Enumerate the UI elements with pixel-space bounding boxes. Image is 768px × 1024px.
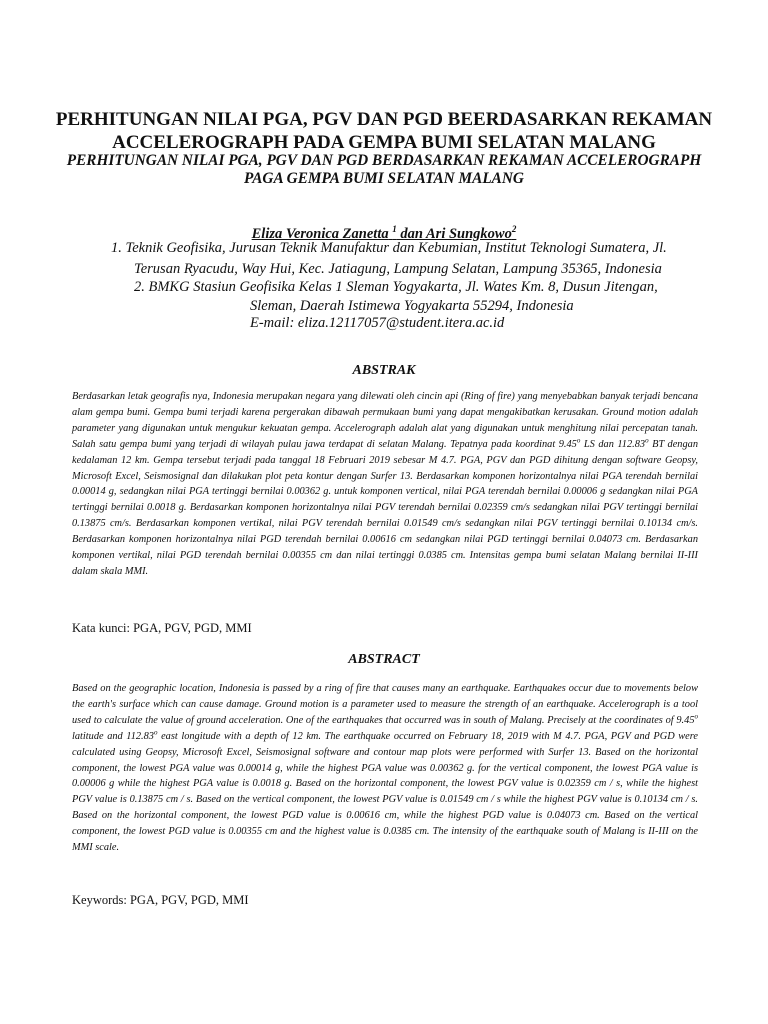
paper-subtitle-line2: PAGA GEMPA BUMI SELATAN MALANG [244,170,524,187]
author-2: dan Ari Sungkowo [396,225,512,242]
paper-title-line1: PERHITUNGAN NILAI PGA, PGV DAN PGD BEERDASARKAN REKAMAN [55,109,713,130]
degree-mark: o [576,436,581,445]
affiliation-2-line1: 2. BMKG Stasiun Geofisika Kelas 1 Sleman Yogyakarta, Jl. Wates Km. 8, Dusun Jitengan, [134,279,658,295]
kata-kunci: Kata kunci: PGA, PGV, PGD, MMI [72,621,252,635]
degree-mark: o [694,712,698,721]
affiliation-1-line2: Terusan Ryacudu, Way Hui, Kec. Jatiagung, Lampung Selatan, Lampung 35365, Indonesia [134,261,662,277]
abstrak-text-1: Berdasarkan letak geografis nya, Indonesia merupakan negara yang dilewati oleh cincin api (Ring of fire) yang menyebabkan banyak terjadi bencana alam gempa bumi. Gempa bumi terjadi karena pergerakan dibawah permukaan bumi yang dapat mengakibatkan kerusakan. Ground motion adalah parameter yang digunakan untuk mengukur kekuatan gempa. Accelerograph adalah alat yang digunakan untuk menghitung nilai percepatan tanah. Salah satu gempa bumi yang terjadi di wilayah pulau jawa terdapat di selatan Malang. Tepatnya pada koordinat 9.45 [72,391,698,450]
abstrak-text-2: LS dan 112.83 [580,438,646,450]
abstrak-text-3: BT dengan kedalaman 12 km. Gempa tersebut terjadi pada tanggal 18 Februari 2019 sebesar M 4.7. PGA, PGV dan PGD dihitung dengan software Geopsy, Microsoft Excel, Seismosignal dan dilakukan plot peta kontur dengan Surfer 13. Berdasarkan komponen horizontalnya nilai PGA terendah bernilai 0.00014 g, sedangkan nilai PGA tertinggi bernilai 0.00362 g. untuk komponen vertical, nilai PGA terendah bernilai 0.00006 g sedangkan nilai PGA tertinggi bernilai 0.0018 g. Berdasarkan komponen horizontalnya nilai PGV terendah bernilai 0.02359 cm/s sedangkan nilai PGV tertinggi bernilai 0.13875 cm/s. Berdasarkan komponen vertikal, nilai PGV terendah bernilai 0.01549 cm/s sedangkan nilai PGV tertinggi bernilai 0.10134 cm/s. Berdasarkan komponen horizontalnya nilai PGD terendah bernilai 0.00616 cm sedangkan nilai PGD tertinggi bernilai 0.04073 cm. Berdasarkan komponen vertikal, nilai PGD terendah bernilai 0.00355 cm dan nilai tertinggi 0.0385 cm. Intensitas gempa bumi selatan Malang bernilai II-III dalam skala MMI. [72,438,698,577]
affiliation-1-line1: 1. Teknik Geofisika, Jurusan Teknik Manufaktur dan Kebumian, Institut Teknologi Sumatera, Jl. [111,240,667,256]
paper-subtitle-line1: PERHITUNGAN NILAI PGA, PGV DAN PGD BERDASARKAN REKAMAN ACCELEROGRAPH [66,152,702,169]
abstract-body [72,681,698,856]
abstract-heading: ABSTRACT [348,652,420,667]
abstract-text-2: latitude and 112.83 [72,730,154,742]
author-1: Eliza Veronica Zanetta [251,225,389,242]
abstract-text-3: east longitude with a depth of 12 km. The earthquake occurred on February 18, 2019 with M 4.7. PGA, PGV and PGD were calculated using Geopsy, Microsoft Excel, Seismosignal software and contour map plots were performed with Surfer 13. Based on the horizontal component, the lowest PGA value was 0.00014 g, while the highest PGA value was 0.00362 g. for the vertical component, the lowest PGA value is 0.00006 g while the highest PGA value is 0.0018 g. Based on the horizontal component, the lowest PGV value is 0.02359 cm / s, while the highest PGV value is 0.13875 cm / s. Based on the vertical component, the lowest PGV value is 0.01549 cm / s while the highest PGV value is 0.10134 cm / s. Based on the horizontal component, the lowest PGD value is 0.00616 cm, while the highest PGD value is 0.04073 cm. Based on the vertical component, the lowest PGD value is 0.00355 cm and the highest value is 0.0385 cm. The intensity of the earthquake south of Malang is II-III on the MMI scale. [72,730,698,854]
affiliation-2-line2: Sleman, Daerah Istimewa Yogyakarta 55294, Indonesia [250,298,574,314]
paper-subtitle [40,152,728,188]
paper-title [40,108,728,154]
abstract-text-1: Based on the geographic location, Indonesia is passed by a ring of fire that causes many an earthquake. Earthquakes occur due to movements below the earth's surface which can cause damage. Ground motion is a parameter used to measure the strength of an earthquake. Accelerograph is a tool used to calculate the value of ground acceleration. One of the earthquakes that occurred was in south of Malang. Precisely at the coordinates of 9.45 [72,683,698,726]
author-email: E-mail: eliza.12117057@student.itera.ac.id [250,315,505,331]
keywords: Keywords: PGA, PGV, PGD, MMI [72,893,249,907]
abstrak-heading: ABSTRAK [352,363,416,378]
author-2-mark: 2 [511,224,517,234]
paper-title-line2: ACCELEROGRAPH PADA GEMPA BUMI SELATAN MALANG [112,132,656,153]
author-1-mark: 1 [392,224,397,234]
abstrak-body [72,389,698,580]
degree-mark: o [153,728,158,737]
degree-mark: o [645,436,649,445]
